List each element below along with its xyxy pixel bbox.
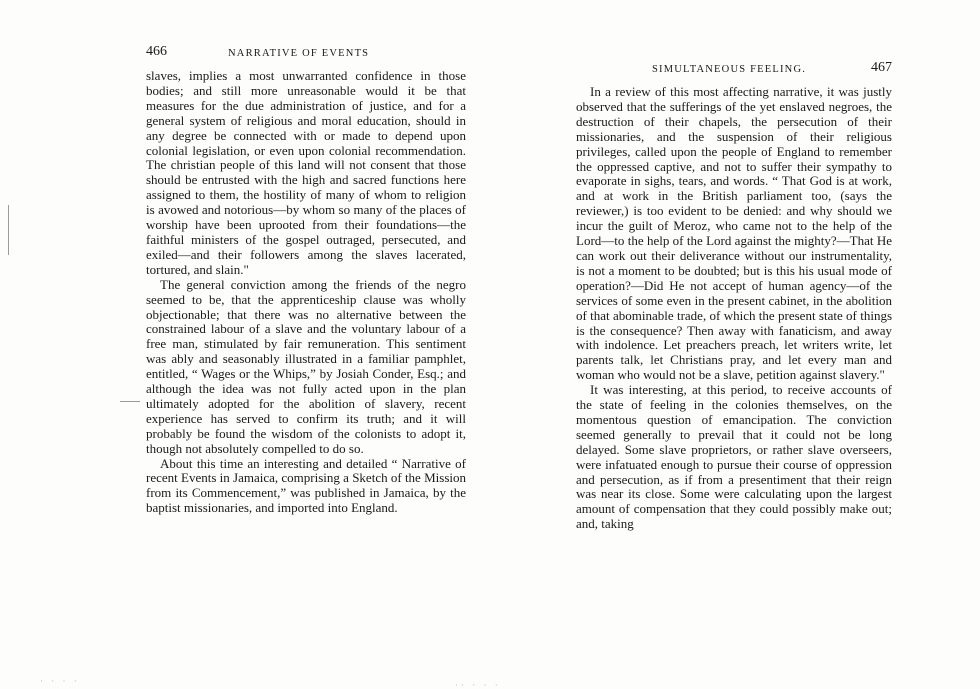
paragraph: It was interesting, at this period, to receive accounts of the state of feeling in the colonies themselves, on the momentous question of emancipation. The conviction seemed generally to prevail that it could not be long delayed. Some slave proprietors, or rather slave overseers, were infatuated enough to pursue their course of oppression and persecution, as if from a presentiment that their reign was near its close. Some were calculating upon the largest amount of compensation that they could possibly make out; and, taking: [576, 382, 892, 532]
page-body: [576, 85, 892, 532]
paragraph: slaves, implies a most unwarranted confidence in those bodies; and still more unreasonable would it be that measures for the due administration of justice, and for a general system of religious and moral education, should in any degree be connected with or made to depend upon colonial legislation, or even upon colonial recommendation. The christian people of this land will not consent that those should be entrusted with the high and sacred functions here assigned to them, the hostility of many of whom to religion is avowed and notorious—by whom so many of the places of worship have been uprooted from their foundations—the faithful ministers of the gospel outraged, persecuted, and exiled—and their followers among the slaves lacerated, tortured, and slain.": [146, 68, 466, 277]
margin-mark: [120, 401, 140, 402]
scan-smudge: ·· · · ·: [455, 680, 501, 689]
paragraph: The general conviction among the friends of the negro seemed to be, that the apprenticeship clause was wholly objectionable; that there was no alternative between the constrained labour of a slave and the voluntary labour of a free man, stimulated by fair remuneration. This sentiment was ably and seasonably illustrated in a familiar pamphlet, entitled, “ Wages or the Whips,” by Josiah Conder, Esq.; and although the idea was not fully acted upon in the plan ultimately adopted for the abolition of slavery, recent experience has served to confirm its truth; and it will probably be found the wisdom of the colonists to adopt it, though not absolutely compelled to do so.: [146, 276, 466, 456]
page-number: 466: [146, 44, 167, 59]
paragraph: About this time an interesting and detailed “ Narrative of recent Events in Jamaica, comprising a Sketch of the Mission from its Commencement,” was published in Jamaica, by the baptist missionaries, and imported into England.: [146, 455, 466, 516]
margin-mark: [8, 205, 9, 255]
page-body: [146, 69, 466, 516]
scan-smudge: · · · ·: [40, 676, 80, 686]
running-head: NARRATIVE OF EVENTS: [228, 48, 370, 59]
running-head: SIMULTANEOUS FEELING.: [652, 64, 807, 75]
page-number: 467: [871, 60, 892, 75]
paragraph: In a review of this most affecting narrative, it was justly observed that the sufferings of the yet enslaved negroes, the destruction of their chapels, the persecution of their missionaries, and the suspension of their religious privileges, called upon the people of England to remember the oppressed captive, and not to suffer their sympathy to evaporate in sighs, tears, and words. “ That God is at work, and at work in the British parliament too, (says the reviewer,) is too evident to be denied: and why should we incur the guilt of Meroz, who came not to the help of the Lord—to the help of the Lord against the mighty?—That He can work out their deliverance without our instrumentality, is not a moment to be doubted; but is this his usual mode of operation?—Did He not accept of human agency—of the services of some even in the present cabinet, in the abolition of that abominable trade, of which the present state of things is the consequence? Then away with fanaticism, and away with indolence. Let preachers preach, let writers write, let parents talk, let Christians pray, and let every man and woman who would not be a slave, petition against slavery.": [576, 84, 892, 383]
